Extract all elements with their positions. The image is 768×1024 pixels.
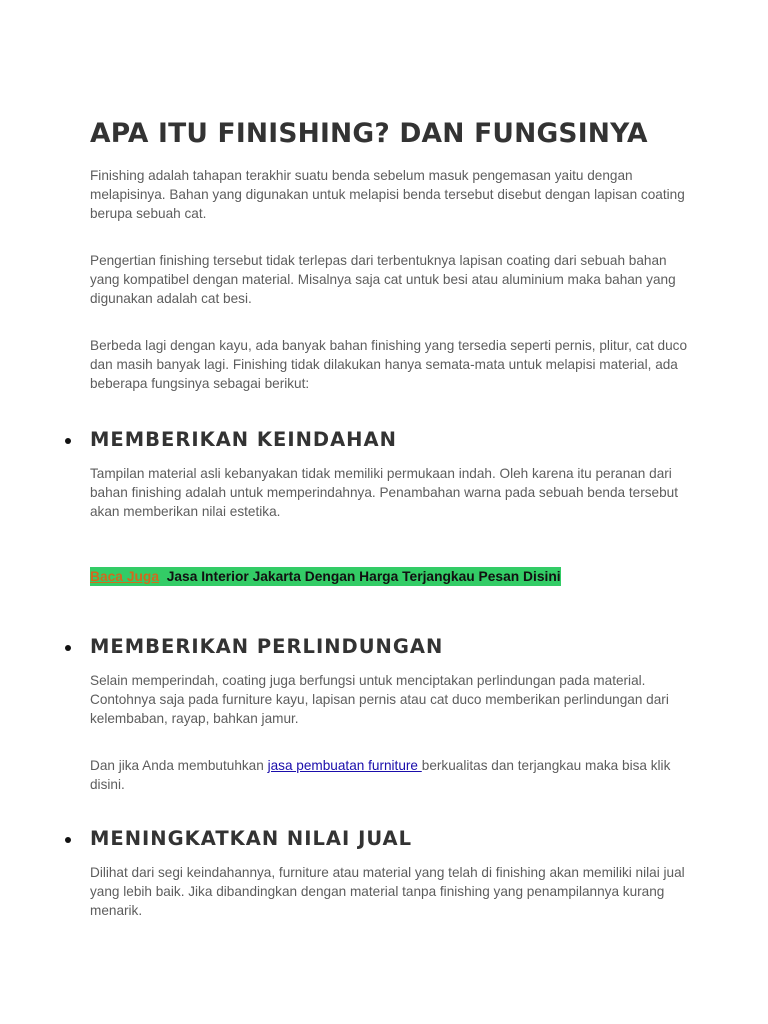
section-nilai-jual [90,825,690,853]
baca-juga-link[interactable]: Jasa Interior Jakarta Dengan Harga Terjangkau Pesan Disini [166,569,561,584]
page-title: APA ITU FINISHING? DAN FUNGSINYA [90,118,648,149]
section-keindahan [90,426,690,454]
bullet-icon [65,645,71,651]
section-heading: MENINGKATKAN NILAI JUAL [90,827,413,850]
section-perlindungan [90,633,690,661]
baca-juga-banner [90,567,690,586]
baca-juga-label[interactable]: Baca Juga [90,569,160,584]
bullet-icon [65,438,71,444]
article [90,114,690,920]
section-heading: MEMBERIKAN KEINDAHAN [90,428,397,451]
cta-paragraph [90,756,690,794]
intro-paragraph-2: Pengertian finishing tersebut tidak terlepas dari terbentuknya lapisan coating dari sebuah bahan yang kompatibel dengan material. Misalnya saja cat untuk besi atau aluminium maka bahan yang digunakan adalah cat besi. [90,253,676,306]
intro-paragraph-1: Finishing adalah tahapan terakhir suatu benda sebelum masuk pengemasan yaitu dengan melapisinya. Bahan yang digunakan untuk melapisi benda tersebut disebut dengan lapisan coating berupa sebuah cat. [90,168,685,221]
section-paragraph: Selain memperindah, coating juga berfungsi untuk menciptakan perlindungan pada material. Contohnya saja pada furniture kayu, lapisan pernis atau cat duco memberikan perlindungan dari kelembaban, rayap, bahkan jamur. [90,673,669,726]
section-heading: MEMBERIKAN PERLINDUNGAN [90,635,444,658]
bullet-icon [65,837,71,843]
baca-juga-box[interactable] [90,567,561,586]
furniture-service-link[interactable]: jasa pembuatan furniture [267,758,422,773]
intro-paragraph-3: Berbeda lagi dengan kayu, ada banyak bahan finishing yang tersedia seperti pernis, plitur, cat duco dan masih banyak lagi. Finishing tidak dilakukan hanya semata-mata untuk melapisi material, ada beberapa fungsinya sebagai berikut: [90,338,688,391]
section-paragraph: Dilihat dari segi keindahannya, furniture atau material yang telah di finishing akan memiliki nilai jual yang lebih baik. Jika dibandingkan dengan material tanpa finishing yang penampilannya kurang menarik. [90,865,685,918]
cta-text-after: berkualitas dan terjangkau maka bisa klik disini. [90,758,671,792]
cta-text-before: Dan jika Anda membutuhkan [90,758,268,773]
section-paragraph: Tampilan material asli kebanyakan tidak memiliki permukaan indah. Oleh karena itu peranan dari bahan finishing adalah untuk memperindahnya. Penambahan warna pada sebuah benda tersebut akan memberikan nilai estetika. [90,466,678,519]
